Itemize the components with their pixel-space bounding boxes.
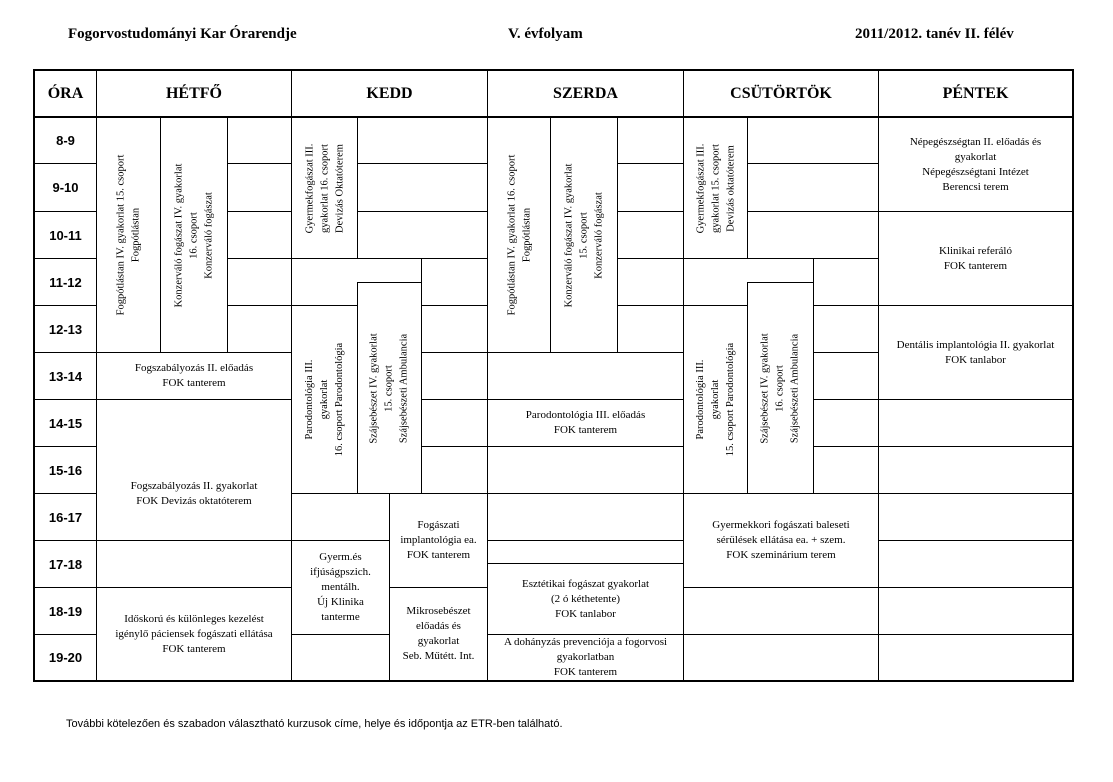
footer-note: További kötelezően és szabadon választható kurzusok címe, helye és időpontja az ETR-ben található. <box>66 718 563 730</box>
course-text: Gyermekfogászat III. gyakorlat 15. csoport Devizás oktatóterem <box>695 143 737 233</box>
line <box>683 587 879 588</box>
line <box>227 258 292 259</box>
line <box>227 305 292 306</box>
course-cell <box>551 118 617 352</box>
course-text: Gyermekfogászat III. gyakorlat 16. csoport Devizás Oktatóterem <box>304 143 346 233</box>
line <box>878 587 1074 588</box>
line <box>617 117 618 353</box>
course-cell: Dentális implantológia II. gyakorlat FOK tanlabor <box>896 338 1055 366</box>
line <box>617 305 684 306</box>
hour-label: 14-15 <box>48 415 83 431</box>
course-cell: Klinikai referáló FOK tanterem <box>939 244 1012 272</box>
line <box>878 446 1074 447</box>
line <box>617 258 684 259</box>
line <box>357 163 488 164</box>
line <box>227 163 292 164</box>
hour-label: 17-18 <box>48 556 83 572</box>
line <box>813 446 879 447</box>
header-csutortok: CSÜTÖRTÖK <box>730 84 832 102</box>
course-text: Szájsebészet IV. gyakorlat 15. csoport Szájsebészeti Ambulancia <box>369 332 410 444</box>
line <box>357 117 358 259</box>
course-text: Konzerváló fogászat IV. gyakorlat 15. csoport Konzerváló fogászat <box>563 163 605 307</box>
course-cell: Időskorú és különleges kezelést igénylő páciensek fogászati ellátása FOK tanterem <box>115 612 273 655</box>
hour-label: 15-16 <box>48 462 83 478</box>
course-cell: Fogszabályozás II. előadás FOK tanterem <box>134 362 254 389</box>
header-ora: ÓRA <box>47 84 84 102</box>
course-cell <box>748 283 813 493</box>
page-title: Fogorvostudományi Kar Órarendje <box>68 26 297 42</box>
hour-label: 18-19 <box>48 603 83 619</box>
line <box>421 352 488 353</box>
course-text: Parodontológia III. gyakorlat 15. csoport Parodontológia <box>695 342 737 457</box>
course-cell: A dohányzás prevenciója a fogorvosi gyakorlatban FOK tanterem <box>503 636 668 678</box>
course-cell <box>97 118 160 352</box>
course-cell <box>358 283 421 493</box>
course-text: Fogpótlástan IV. gyakorlat 15. csoport Fogpótlástan <box>115 154 142 316</box>
course-cell <box>161 118 227 352</box>
course-cell <box>488 118 550 352</box>
year-label: V. évfolyam <box>508 26 583 42</box>
hour-label: 10-11 <box>49 227 82 243</box>
line <box>227 211 292 212</box>
line <box>421 399 488 400</box>
course-cell <box>684 118 747 258</box>
line <box>683 634 879 635</box>
header-kedd: KEDD <box>366 84 413 102</box>
line <box>487 446 684 447</box>
course-cell: Parodontológia III. előadás FOK tanterem <box>525 409 646 436</box>
course-cell <box>292 306 357 493</box>
header-hetfo: HÉTFŐ <box>165 84 222 102</box>
line <box>813 258 814 494</box>
course-text: Fogpótlástan IV. gyakorlat 16. csoport Fogpótlástan <box>506 154 533 316</box>
line <box>291 634 390 635</box>
course-cell: Gyermekkori fogászati baleseti sérülések ellátása ea. + szem. FOK szeminárium terem <box>712 519 850 561</box>
line <box>747 117 748 259</box>
line <box>683 258 879 259</box>
course-cell <box>292 118 357 258</box>
course-cell: Fogszabályozás II. gyakorlat FOK Devizás oktatóterem <box>130 479 258 507</box>
course-cell: Gyerm.és ifjúságpszich. mentálh. Új Klinika tanterme <box>310 551 371 623</box>
course-text: Szájsebészet IV. gyakorlat 16. csoport Szájsebészeti Ambulancia <box>760 332 801 444</box>
line <box>813 305 879 306</box>
line <box>421 305 488 306</box>
hour-label: 12-13 <box>48 321 83 337</box>
course-cell: Esztétikai fogászat gyakorlat (2 ó kéthetente) FOK tanlabor <box>521 577 650 620</box>
line <box>227 117 228 353</box>
line <box>487 352 684 353</box>
hour-label: 13-14 <box>48 368 83 384</box>
hour-label: 9-10 <box>52 180 79 195</box>
header-pentek: PÉNTEK <box>942 84 1009 102</box>
line <box>487 540 684 541</box>
line <box>878 493 1074 494</box>
hour-label: 8-9 <box>56 133 75 148</box>
course-cell: Mikrosebészet előadás és gyakorlat Seb. Műtétt. Int. <box>402 605 475 662</box>
course-cell: Népegészségtan II. előadás és gyakorlat Népegészségtani Intézet Berencsi terem <box>909 135 1042 193</box>
line <box>813 399 879 400</box>
line <box>878 634 1074 635</box>
line <box>617 163 684 164</box>
course-text: Parodontológia III. gyakorlat 16. csoport Parodontológia <box>304 342 346 457</box>
hour-label: 11-12 <box>49 274 82 290</box>
line <box>291 258 488 259</box>
hour-label: 19-20 <box>48 650 83 665</box>
line <box>747 211 879 212</box>
frame-bottom <box>33 680 1074 682</box>
course-text: Konzerváló fogászat IV. gyakorlat 16. csoport Konzerváló fogászat <box>173 163 215 307</box>
course-cell: Fogászati implantológia ea. FOK tanterem <box>400 519 477 561</box>
course-cell <box>684 306 747 493</box>
line <box>487 493 684 494</box>
line <box>96 540 292 541</box>
frame-right <box>1072 69 1074 682</box>
line <box>878 540 1074 541</box>
line <box>96 399 292 400</box>
line <box>747 163 879 164</box>
term-label: 2011/2012. tanév II. félév <box>855 26 1014 42</box>
line <box>421 446 488 447</box>
hour-label: 16-17 <box>48 509 83 525</box>
line <box>421 258 422 494</box>
line <box>813 352 879 353</box>
line <box>617 211 684 212</box>
header-szerda: SZERDA <box>553 84 618 102</box>
line <box>357 211 488 212</box>
line <box>878 399 1074 400</box>
